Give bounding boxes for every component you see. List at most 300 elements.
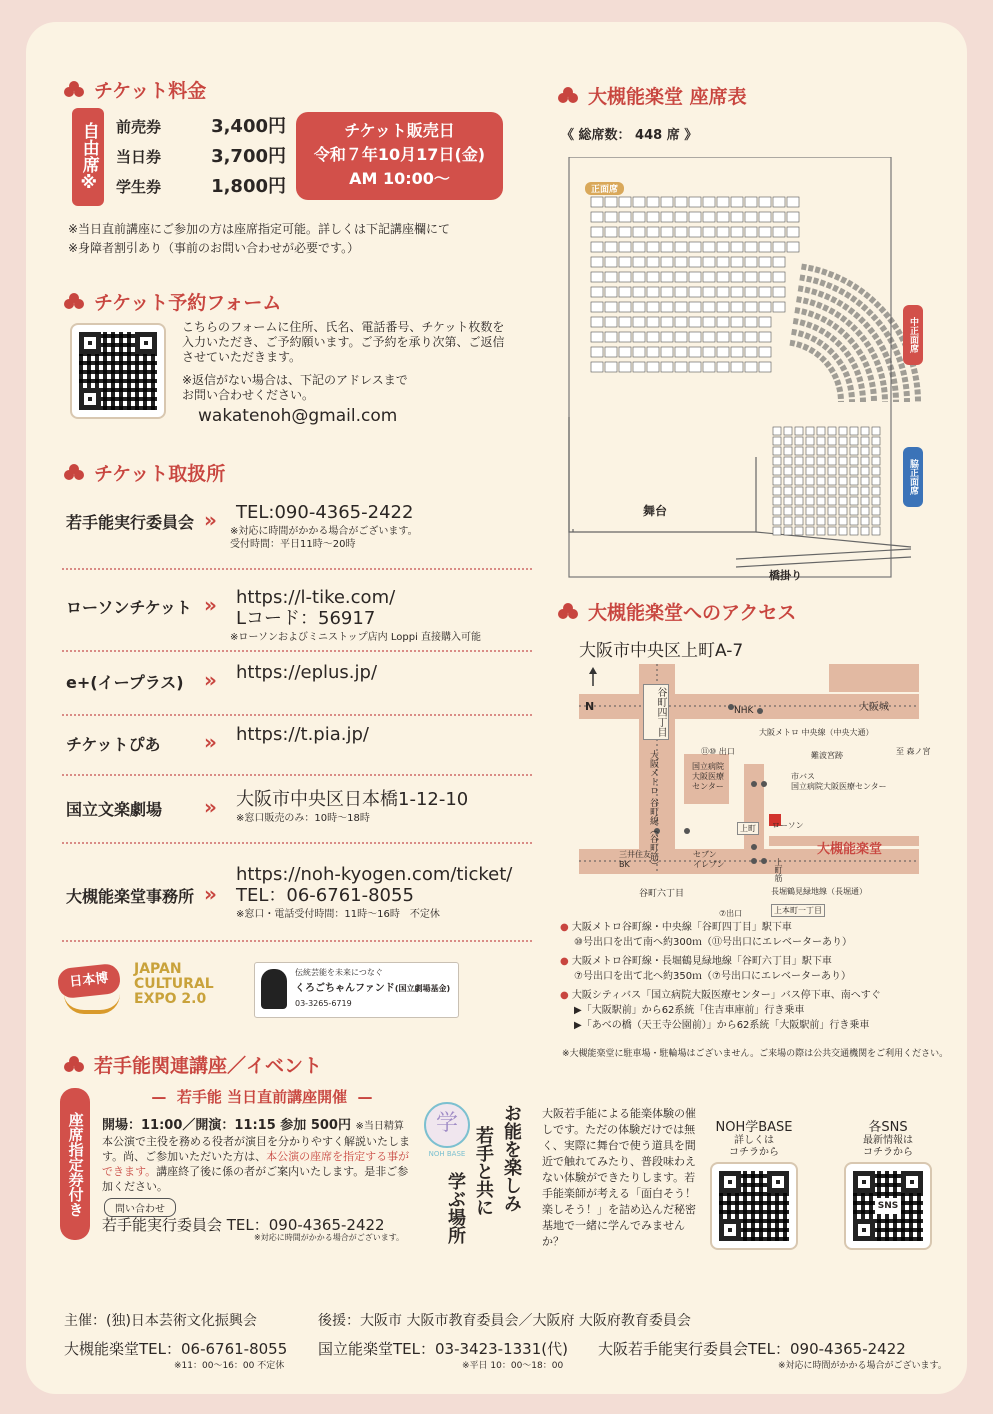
seat bbox=[675, 212, 687, 222]
outlet-info[interactable]: https://t.pia.jp/ bbox=[236, 724, 369, 745]
divider bbox=[62, 650, 532, 652]
seat bbox=[745, 362, 757, 372]
seat bbox=[703, 197, 715, 207]
seat bbox=[633, 242, 645, 252]
seat bbox=[828, 527, 836, 535]
side-seat-column bbox=[872, 427, 880, 535]
reservation-qr[interactable] bbox=[70, 323, 166, 419]
seat bbox=[633, 332, 645, 342]
lecture-heading: 若手能関連講座／イベント bbox=[64, 1051, 322, 1078]
seat bbox=[861, 517, 869, 525]
seat bbox=[689, 302, 701, 312]
seat bbox=[784, 437, 792, 445]
sns-qr[interactable] bbox=[844, 1162, 932, 1250]
seat bbox=[661, 212, 673, 222]
seat bbox=[795, 507, 803, 515]
map-lawson: ローソン bbox=[772, 821, 804, 830]
seat bbox=[731, 347, 743, 357]
seat bbox=[619, 287, 631, 297]
front-seat-label: 正面席 bbox=[585, 182, 624, 195]
seat bbox=[745, 287, 757, 297]
map-uemachi1: 上本町一丁目 bbox=[771, 904, 825, 917]
map-hospital: 国立病院 大阪医療 センター bbox=[692, 762, 724, 791]
seat bbox=[591, 332, 603, 342]
seat bbox=[795, 517, 803, 525]
seat bbox=[872, 467, 880, 475]
seat bbox=[619, 227, 631, 237]
map-nagahori: 長堀鶴見緑地線（長堀通） bbox=[771, 887, 867, 896]
outlet-name: e+(イープラス) bbox=[66, 673, 184, 692]
noh-base-qr-block bbox=[709, 1116, 799, 1159]
seat bbox=[605, 287, 617, 297]
sale-box-title: チケット販売日 bbox=[344, 121, 455, 140]
seat bbox=[839, 427, 847, 435]
seat bbox=[689, 197, 701, 207]
seat bbox=[689, 317, 701, 327]
seat bbox=[817, 497, 825, 505]
seat bbox=[675, 287, 687, 297]
seat bbox=[717, 287, 729, 297]
seat bbox=[784, 507, 792, 515]
direction-item: ● 大阪シティバス「国立病院大阪医療センター」バス停下車、南へすぐ ▶「大阪駅前」から62系統「住吉車庫前」行き乗車 ▶「あべの橋（天王寺公園前）」から62系統「大阪駅前」行き乗車 bbox=[560, 988, 960, 1033]
seat-row bbox=[591, 317, 771, 327]
seat bbox=[591, 227, 603, 237]
seat bbox=[703, 257, 715, 267]
seat bbox=[759, 257, 771, 267]
kamon-icon bbox=[64, 83, 86, 97]
seat bbox=[806, 517, 814, 525]
seat bbox=[703, 317, 715, 327]
sale-date-box bbox=[296, 112, 503, 200]
seat bbox=[817, 487, 825, 495]
map-nhk: NHK bbox=[734, 706, 754, 716]
seat bbox=[619, 197, 631, 207]
seat bbox=[731, 332, 743, 342]
seat bbox=[675, 257, 687, 267]
seat bbox=[689, 242, 701, 252]
seat bbox=[759, 347, 771, 357]
side-seat-column bbox=[806, 427, 814, 535]
seat bbox=[773, 477, 781, 485]
seat bbox=[795, 427, 803, 435]
outlet-info[interactable]: https://l-tike.com/ Lコード：56917 bbox=[236, 587, 396, 629]
price-note: ※当日直前講座にご参加の方は座席指定可能。詳しくは下記講座欄にて bbox=[68, 222, 451, 236]
price-value: 3,700円 bbox=[211, 146, 286, 167]
divider bbox=[62, 774, 532, 776]
access-address: 大阪市中央区上町A-7 bbox=[579, 641, 744, 661]
seat bbox=[850, 457, 858, 465]
seat bbox=[675, 197, 687, 207]
seat bbox=[839, 517, 847, 525]
seat bbox=[839, 447, 847, 455]
kurogo-fund-banner[interactable] bbox=[254, 962, 459, 1018]
seat bbox=[745, 242, 757, 252]
chevron-right-icon: » bbox=[204, 668, 217, 692]
noh-base-tagline-1: お能を楽しみ bbox=[501, 1104, 522, 1212]
reservation-note: ※返信がない場合は、下記のアドレスまで お問い合わせください。 bbox=[182, 373, 420, 402]
seat bbox=[745, 197, 757, 207]
seat bbox=[703, 212, 715, 222]
seat bbox=[861, 497, 869, 505]
seat bbox=[759, 197, 771, 207]
seat bbox=[633, 362, 645, 372]
seat bbox=[661, 287, 673, 297]
seat bbox=[817, 427, 825, 435]
stage-label: 舞台 bbox=[643, 504, 668, 518]
seat-row bbox=[591, 212, 799, 222]
outlet-info[interactable]: TEL:090-4365-2422 bbox=[236, 502, 414, 523]
seat bbox=[850, 477, 858, 485]
direction-sub: ⑩号出口を出て南へ約300ｍ（⑪号出口にエレベーターあり） bbox=[574, 937, 853, 948]
seat bbox=[806, 487, 814, 495]
side-seat-column bbox=[784, 427, 792, 535]
sns-qr-label: SNS bbox=[875, 1198, 901, 1214]
seat bbox=[605, 257, 617, 267]
seat bbox=[861, 457, 869, 465]
seat bbox=[787, 212, 799, 222]
seat bbox=[745, 227, 757, 237]
fund-tagline: 伝統芸能を未来につなぐ bbox=[295, 968, 383, 977]
seat bbox=[806, 427, 814, 435]
seat bbox=[633, 317, 645, 327]
noh-base-qr-sub: 詳しくは コチラから bbox=[729, 1135, 779, 1158]
footer-support: 後援：大阪市 大阪市教育委員会／大阪府 大阪府教育委員会 bbox=[318, 1313, 691, 1329]
seat bbox=[619, 347, 631, 357]
seat bbox=[787, 242, 799, 252]
seat bbox=[759, 242, 771, 252]
seat bbox=[619, 212, 631, 222]
outlet-info[interactable]: 大阪市中央区日本橋1-12-10 bbox=[236, 789, 469, 810]
seat bbox=[633, 257, 645, 267]
side-seat-column bbox=[828, 427, 836, 535]
seat bbox=[731, 197, 743, 207]
access-note: ※大槻能楽堂に駐車場・駐輪場はございません。ご来場の際は公共交通機関をご利用ください。 bbox=[562, 1049, 949, 1059]
outlet-note: ※対応に時間がかかる場合がございます。 受付時間：平日11時〜20時 bbox=[230, 526, 418, 550]
seat bbox=[828, 477, 836, 485]
seat bbox=[675, 317, 687, 327]
seat bbox=[759, 287, 771, 297]
free-seat-badge: 自由席※ bbox=[72, 108, 104, 206]
map-bus-stop: 市バス 国立病院大阪医療センター bbox=[791, 772, 887, 791]
access-map bbox=[579, 664, 951, 934]
seat bbox=[795, 447, 803, 455]
seat bbox=[850, 427, 858, 435]
sns-qr-block bbox=[843, 1116, 933, 1159]
seat bbox=[850, 437, 858, 445]
seating-chart bbox=[561, 157, 936, 587]
sale-box-date: 令和７年10月17日(金) bbox=[313, 145, 486, 164]
seating-heading: 大槻能楽堂 座席表 bbox=[558, 82, 747, 109]
seat bbox=[633, 227, 645, 237]
seat bbox=[703, 302, 715, 312]
seat bbox=[850, 447, 858, 455]
outlet-name: チケットぴあ bbox=[66, 735, 161, 754]
seat bbox=[703, 332, 715, 342]
seat bbox=[861, 447, 869, 455]
seat bbox=[839, 467, 847, 475]
seat bbox=[717, 302, 729, 312]
seat bbox=[773, 242, 785, 252]
flyer-sheet bbox=[26, 22, 967, 1394]
seat bbox=[784, 477, 792, 485]
seat bbox=[745, 257, 757, 267]
outlet-name: 国立文楽劇場 bbox=[66, 800, 163, 819]
price-value: 1,800円 bbox=[211, 176, 286, 197]
chevron-right-icon: » bbox=[204, 593, 217, 617]
seat bbox=[787, 197, 799, 207]
noh-base-text: 大阪若手能による能楽体験の催しです。ただの体験だけでは無く、実際に舞台で使う道具を間近で触れてみたり、普段味わえない体験ができたりします。若手能楽師が考える「面白そう！楽しそう！」を詰め込んだ秘密基地で一緒に学んでみませんか？ bbox=[542, 1107, 696, 1248]
map-tanimachi4: 谷町四丁目 bbox=[643, 684, 669, 740]
seat bbox=[773, 457, 781, 465]
seat bbox=[745, 302, 757, 312]
side-seat-column bbox=[817, 427, 825, 535]
seat bbox=[745, 272, 757, 282]
seat bbox=[605, 332, 617, 342]
direction-sub: ⑦号出口を出て北へ約350ｍ（⑦号出口にエレベーターあり） bbox=[574, 971, 852, 982]
seat bbox=[633, 287, 645, 297]
lecture-contact-note: ※対応に時間がかかる場合がございます。 bbox=[254, 1233, 405, 1242]
seat bbox=[828, 517, 836, 525]
seat bbox=[784, 457, 792, 465]
seat-ticket-badge: 座席指定券付き bbox=[60, 1088, 90, 1240]
direction-item: ● 大阪メトロ谷町線・長堀鶴見緑地線「谷町六丁目」駅下車 ⑦号出口を出て北へ約350ｍ（⑦号出口にエレベーターあり） bbox=[560, 954, 960, 984]
seat bbox=[861, 427, 869, 435]
noh-base-logo-text: NOH BASE bbox=[428, 1150, 466, 1158]
seat bbox=[633, 212, 645, 222]
seat bbox=[703, 242, 715, 252]
access-directions bbox=[560, 920, 960, 1037]
seat bbox=[647, 272, 659, 282]
seat bbox=[619, 332, 631, 342]
seat-row bbox=[591, 332, 771, 342]
seat bbox=[619, 317, 631, 327]
map-osakajo: 大阪城 bbox=[859, 702, 889, 713]
seat bbox=[689, 347, 701, 357]
price-label: 当日券 bbox=[116, 148, 162, 166]
noh-base-tagline-3: 学ぶ場所 bbox=[445, 1172, 466, 1244]
seat bbox=[647, 242, 659, 252]
seat bbox=[872, 487, 880, 495]
seat bbox=[703, 347, 715, 357]
seat bbox=[773, 227, 785, 237]
map-naniwa: 難波宮跡 bbox=[811, 751, 843, 760]
seat bbox=[795, 497, 803, 505]
seat bbox=[784, 487, 792, 495]
seat bbox=[731, 227, 743, 237]
seat bbox=[787, 227, 799, 237]
outlet-name: 若手能実行委員会 bbox=[66, 513, 195, 532]
direction-line: 大阪メトロ谷町線・長堀鶴見緑地線「谷町六丁目」駅下車 bbox=[571, 956, 832, 967]
seat bbox=[861, 507, 869, 515]
seat bbox=[817, 467, 825, 475]
price-row bbox=[116, 112, 286, 142]
seat bbox=[828, 437, 836, 445]
reservation-email[interactable]: wakatenoh@gmail.com bbox=[198, 406, 398, 426]
seat bbox=[717, 197, 729, 207]
seat bbox=[605, 242, 617, 252]
seat bbox=[850, 507, 858, 515]
seat-row bbox=[591, 287, 785, 297]
seat bbox=[731, 242, 743, 252]
price-row bbox=[116, 142, 286, 172]
divider bbox=[62, 940, 532, 942]
kurogo-character-icon bbox=[261, 969, 287, 1009]
outlet-note: ※窓口・電話受付時間：11時〜16時 不定休 bbox=[236, 909, 440, 920]
noh-base-logo: 学 bbox=[424, 1102, 470, 1148]
seat bbox=[647, 317, 659, 327]
seat-row bbox=[591, 272, 785, 282]
price-table bbox=[116, 112, 286, 202]
seat bbox=[872, 427, 880, 435]
seat bbox=[661, 347, 673, 357]
seat bbox=[661, 302, 673, 312]
seat bbox=[689, 287, 701, 297]
seat bbox=[828, 507, 836, 515]
seat bbox=[773, 487, 781, 495]
seat bbox=[731, 287, 743, 297]
seat bbox=[689, 272, 701, 282]
footer-contact-otsuki: 大槻能楽堂TEL：06-6761-8055 bbox=[64, 1340, 288, 1358]
seat-row bbox=[591, 302, 785, 312]
seat bbox=[661, 317, 673, 327]
seat bbox=[647, 287, 659, 297]
seat bbox=[647, 347, 659, 357]
seat bbox=[717, 242, 729, 252]
seat bbox=[773, 517, 781, 525]
seat bbox=[689, 227, 701, 237]
seat bbox=[773, 507, 781, 515]
map-tanimachi-line: 大阪メトロ 谷町線（谷町筋） bbox=[648, 750, 658, 870]
seat bbox=[759, 317, 771, 327]
seat bbox=[745, 347, 757, 357]
seat bbox=[591, 362, 603, 372]
side-seat-column bbox=[850, 427, 858, 535]
seat bbox=[759, 272, 771, 282]
seat bbox=[717, 362, 729, 372]
seat bbox=[591, 242, 603, 252]
seat bbox=[689, 212, 701, 222]
seat bbox=[647, 197, 659, 207]
seat bbox=[773, 197, 785, 207]
seat bbox=[806, 467, 814, 475]
seat bbox=[773, 257, 785, 267]
seat bbox=[661, 332, 673, 342]
seat-row bbox=[591, 227, 799, 237]
footer-contact-wakate: 大阪若手能実行委員会TEL：090-4365-2422 bbox=[598, 1340, 906, 1358]
seat bbox=[661, 362, 673, 372]
seat bbox=[591, 272, 603, 282]
seat bbox=[839, 477, 847, 485]
seat bbox=[773, 527, 781, 535]
kamon-icon bbox=[64, 1058, 86, 1072]
seat bbox=[619, 257, 631, 267]
seat bbox=[703, 227, 715, 237]
outlet-info[interactable]: https://noh-kyogen.com/ticket/ TEL：06-6761-8055 bbox=[236, 864, 513, 906]
seat bbox=[731, 362, 743, 372]
seat bbox=[745, 332, 757, 342]
seat bbox=[817, 447, 825, 455]
seat bbox=[619, 302, 631, 312]
seat-row bbox=[591, 197, 799, 207]
seat bbox=[731, 302, 743, 312]
seat bbox=[784, 527, 792, 535]
seat bbox=[773, 212, 785, 222]
seat bbox=[591, 197, 603, 207]
lecture-title: — 若手能 当日直前講座開催 — bbox=[151, 1088, 373, 1106]
seat bbox=[773, 302, 785, 312]
seat bbox=[633, 197, 645, 207]
direction-line: 大阪メトロ谷町線・中央線「谷町四丁目」駅下車 bbox=[571, 922, 792, 933]
map-exit-10-11: ⑪⑩ 出口 bbox=[701, 747, 735, 756]
seat bbox=[661, 257, 673, 267]
seat-row bbox=[591, 362, 771, 372]
seat bbox=[817, 527, 825, 535]
seat bbox=[745, 317, 757, 327]
seat bbox=[806, 507, 814, 515]
fund-name: くろごちゃんファンド(国立劇場基金) bbox=[295, 983, 451, 994]
seat bbox=[795, 477, 803, 485]
seat bbox=[784, 497, 792, 505]
seat bbox=[731, 212, 743, 222]
direction-item: ● 大阪メトロ谷町線・中央線「谷町四丁目」駅下車 ⑩号出口を出て南へ約300ｍ（⑪号出口にエレベーターあり） bbox=[560, 920, 960, 950]
seat bbox=[773, 447, 781, 455]
seat bbox=[717, 227, 729, 237]
seat bbox=[689, 257, 701, 267]
map-uemachi: 上町 bbox=[737, 822, 759, 835]
noh-base-qr[interactable] bbox=[710, 1162, 798, 1250]
seat bbox=[731, 272, 743, 282]
seat bbox=[795, 457, 803, 465]
seat bbox=[806, 497, 814, 505]
seat bbox=[647, 302, 659, 312]
seat bbox=[717, 272, 729, 282]
map-chuo-line: 大阪メトロ 中央線（中央大通） bbox=[759, 728, 874, 737]
seat bbox=[817, 477, 825, 485]
seat bbox=[759, 302, 771, 312]
seat bbox=[795, 437, 803, 445]
seat bbox=[828, 467, 836, 475]
map-exit7: ⑦出口 bbox=[719, 909, 743, 918]
seat bbox=[675, 302, 687, 312]
seat bbox=[591, 257, 603, 267]
chevron-right-icon: » bbox=[204, 730, 217, 754]
map-seven: セブン イレブン bbox=[693, 850, 725, 869]
chevron-right-icon: » bbox=[204, 882, 217, 906]
seat bbox=[647, 362, 659, 372]
direction-sub: ▶「大阪駅前」から62系統「住吉車庫前」行き乗車 ▶「あべの橋（天王寺公園前）」から62系統「大阪駅前」行き乗車 bbox=[574, 1005, 870, 1031]
seat bbox=[861, 527, 869, 535]
outlets-heading: チケット取扱所 bbox=[64, 459, 225, 486]
seat bbox=[773, 467, 781, 475]
reservation-heading: チケット予約フォーム bbox=[64, 288, 281, 315]
seat bbox=[828, 447, 836, 455]
side-seat-column bbox=[795, 427, 803, 535]
seat bbox=[795, 527, 803, 535]
outlet-info[interactable]: https://eplus.jp/ bbox=[236, 662, 378, 683]
reservation-text: こちらのフォームに住所、氏名、電話番号、チケット枚数を入力いただき、ご予約願います。ご予約を承り次第、ご返信させていただきます。 bbox=[182, 320, 505, 364]
seat bbox=[850, 497, 858, 505]
seat bbox=[605, 302, 617, 312]
seat bbox=[850, 527, 858, 535]
seat bbox=[591, 347, 603, 357]
seat bbox=[759, 212, 771, 222]
seat bbox=[817, 457, 825, 465]
price-row bbox=[116, 172, 286, 202]
seat bbox=[745, 212, 757, 222]
seat bbox=[806, 477, 814, 485]
seat bbox=[861, 467, 869, 475]
noh-base-qr-title: NOH学BASE bbox=[715, 1120, 793, 1135]
